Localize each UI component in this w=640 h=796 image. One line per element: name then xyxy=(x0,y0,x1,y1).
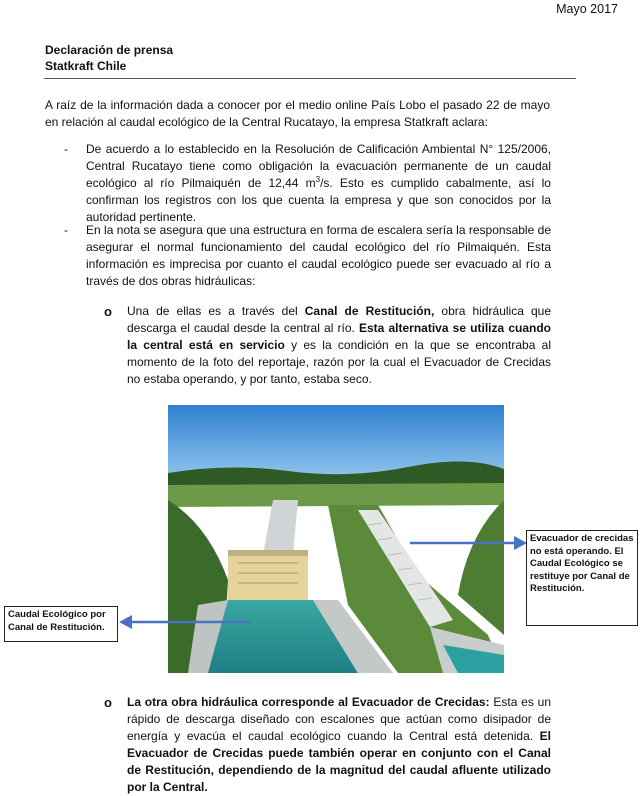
point-1-text-end: /s. Esto es cumplido cabalmente, así lo confirman los registros con los que cuenta la empresa y que son conocidos por la autoridad pertinente. xyxy=(86,176,551,224)
sub-list-marker: o xyxy=(104,695,112,710)
document-date: Mayo 2017 xyxy=(556,2,618,16)
list-marker: - xyxy=(64,142,68,156)
text-run: obra hidráulica que descarga el caudal desde la central al río. xyxy=(127,304,551,335)
bold-run: El Evacuador de Crecidas puede también operar en conjunto con el Canal de Restitución, dependiendo de la magnitud del caudal afluente utilizado por la Central. xyxy=(127,729,551,794)
sub-point-1 xyxy=(127,303,551,388)
bold-run: La otra obra hidráulica corresponde al Evacuador de Crecidas: xyxy=(127,695,490,709)
header-divider xyxy=(44,78,576,79)
callout-spillway: Evacuador de crecidas no está operando. El Caudal Ecológico se restituye por Canal de Restitución. xyxy=(526,530,638,626)
text-run: y es la condición en la que se encontraba al momento de la foto del reportaje, razón por la cual el Evacuador de Crecidas no estaba operando, y por tanto, estaba seco. xyxy=(127,338,551,386)
point-2: En la nota se asegura que una estructura en forma de escalera sería la responsable de asegurar el normal funcionamiento del caudal ecológico del río Pilmaiquén. Esta información es imprecisa por cuanto el caudal ecológico puede ser evacuado al río a través de dos obras hidráulicas: xyxy=(86,223,551,288)
arrow-right-icon xyxy=(410,534,528,552)
heading-line-2: Statkraft Chile xyxy=(45,59,127,73)
heading-line-1: Declaración de prensa xyxy=(45,43,174,57)
arrow-left-icon xyxy=(118,613,250,631)
intro-paragraph: A raíz de la información dada a conocer por el medio online País Lobo el pasado 22 de mayo en relación al caudal ecológico de la Central Rucatayo, la empresa Statkraft aclara: xyxy=(45,98,550,129)
document-heading xyxy=(45,42,173,74)
text-run: Una de ellas es a través del xyxy=(127,304,305,318)
superscript: 3 xyxy=(315,175,321,184)
bold-run: Esta alternativa se utiliza cuando la central está en servicio xyxy=(127,321,551,352)
point-1-text: De acuerdo a lo establecido en la Resolución de Calificación Ambiental N° 125/2006, Central Rucatayo tiene como obligación la evacuación permanente de un caudal ecológico al río Pilmaiquén de 12,44 m xyxy=(86,142,551,190)
bold-run: Canal de Restitución, xyxy=(304,304,435,318)
text-run: Esta es un rápido de descarga diseñado con escalones que actúan como disipador de energía y evacúa el caudal ecológico cuando la Central está detenida. xyxy=(127,695,551,743)
sub-point-2 xyxy=(127,694,551,796)
sub-list-marker: o xyxy=(104,304,112,319)
callout-restitution: Caudal Ecológico por Canal de Restitución. xyxy=(4,606,118,642)
point-1 xyxy=(86,141,551,226)
list-marker: - xyxy=(64,223,68,237)
